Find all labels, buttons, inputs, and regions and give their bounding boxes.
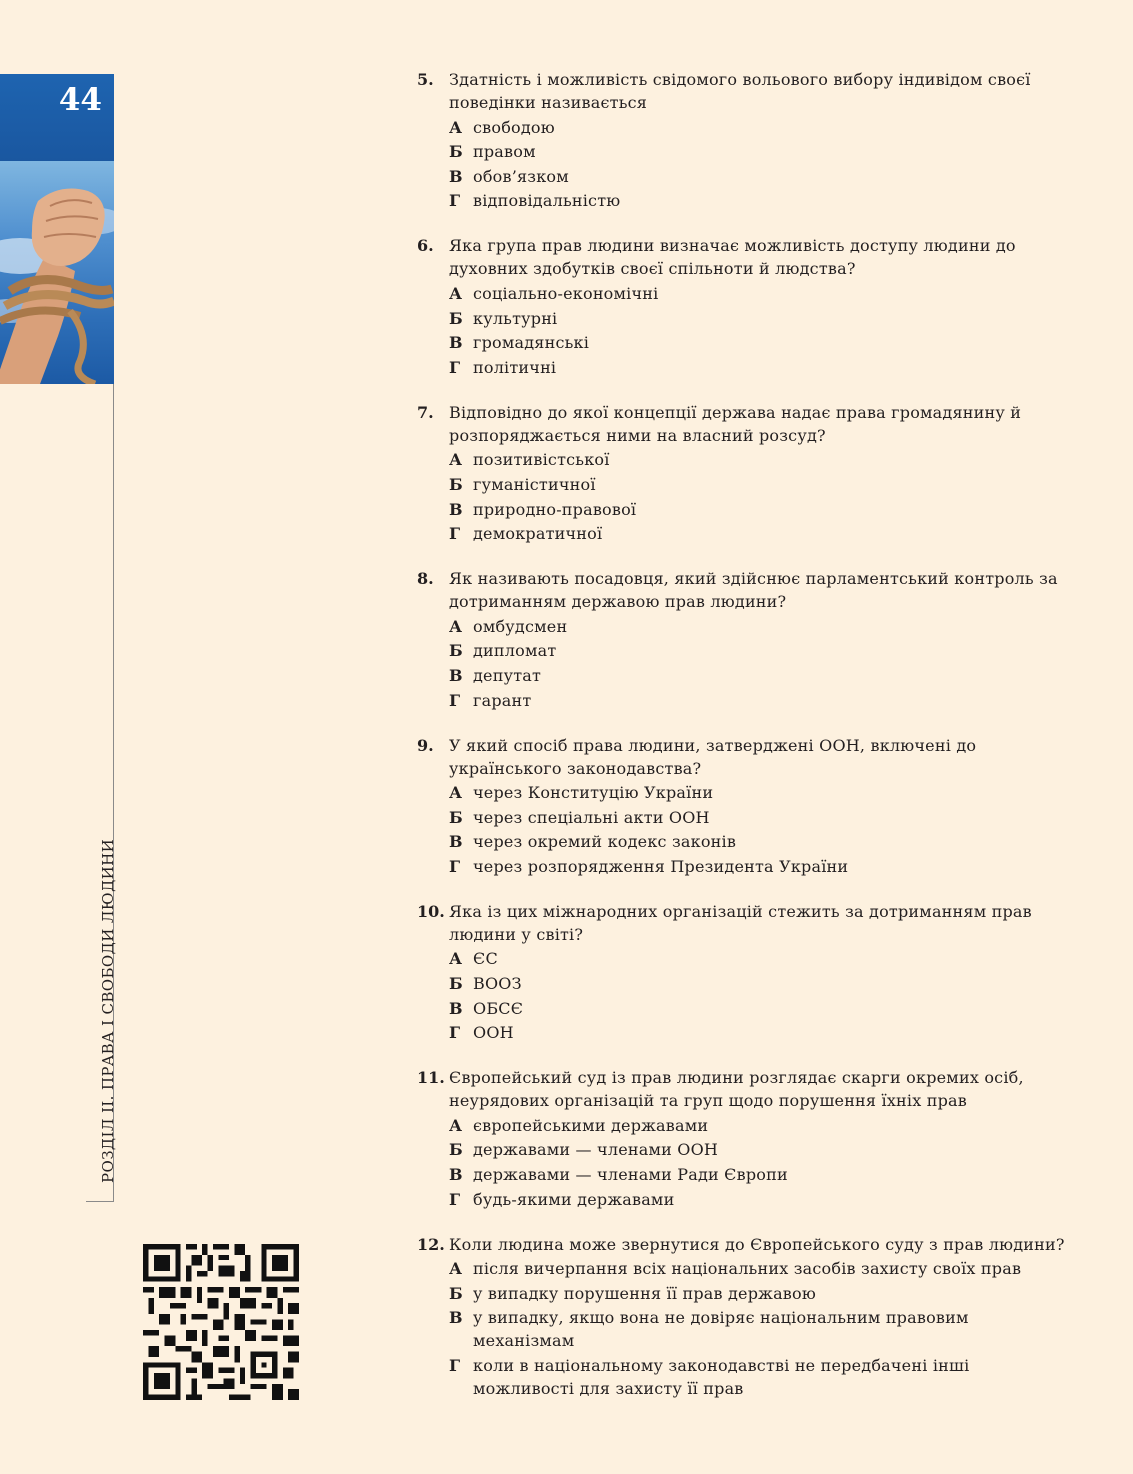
answer-option [449, 116, 1067, 139]
question [417, 1233, 1067, 1400]
answer-option [449, 307, 1067, 330]
margin-rule-foot [86, 1201, 114, 1202]
question-header [417, 234, 1067, 280]
answer-text: громадянські [473, 333, 590, 353]
answer-text: культурні [473, 308, 558, 328]
answer-letter: А [449, 616, 463, 636]
answer-text: гуманістичної [473, 474, 596, 494]
answer-option [449, 972, 1067, 995]
question-number: 10. [417, 901, 445, 921]
answer-letter: А [449, 1115, 463, 1135]
answer-option [449, 1114, 1067, 1137]
answer-letter: Г [449, 524, 461, 544]
answer-text: у випадку, якщо вона не довіряє національним правовим механізмам [473, 1308, 969, 1351]
answer-text: через спеціальні акти ООН [473, 807, 710, 827]
answer-text: правом [473, 142, 536, 162]
chapter-title: РОЗДІЛ ІІ. ПРАВА І СВОБОДИ ЛЮДИНИ [99, 838, 117, 1183]
answer-letter: Б [449, 474, 463, 494]
answer-text: ВООЗ [473, 974, 522, 994]
answer-text: ЄС [473, 949, 498, 969]
question [417, 900, 1067, 1044]
question-text: Відповідно до якої концепції держава надає права громадянину й розпоряджається ними на власний розсуд? [449, 402, 1022, 445]
answer-text: природно-правової [473, 499, 637, 519]
question-header [417, 567, 1067, 613]
answer-text: демократичної [473, 524, 603, 544]
answer-option [449, 1306, 1067, 1352]
answer-text: соціально-економічні [473, 283, 659, 303]
question-text: У який спосіб права людини, затверджені ООН, включені до українського законодавства? [449, 735, 977, 778]
question-number: 8. [417, 569, 434, 589]
answer-letter: Г [449, 1356, 461, 1375]
answer-option [449, 331, 1067, 354]
answer-letter: А [449, 783, 463, 803]
answer-text: через окремий кодекс законів [473, 832, 737, 852]
question [417, 401, 1067, 545]
page-number-block [0, 74, 114, 161]
answer-option [449, 473, 1067, 496]
answer-letter: В [449, 1308, 463, 1328]
answer-letter: В [449, 665, 463, 685]
answer-text: ООН [473, 1023, 514, 1043]
answer-text: ОБСЄ [473, 998, 524, 1018]
answer-option [449, 639, 1067, 662]
question-header [417, 1233, 1067, 1256]
answer-text: свободою [473, 117, 555, 137]
answer-letter: А [449, 450, 463, 470]
answer-letter: В [449, 1165, 463, 1185]
answer-option [449, 615, 1067, 638]
answer-letter: Г [449, 856, 461, 876]
question-text: Як називають посадовця, який здійснює парламентський контроль за дотриманням державою прав людини? [449, 569, 1058, 612]
answer-option [449, 1163, 1067, 1186]
question-text: Коли людина може звернутися до Європейського суду з прав людини? [449, 1234, 1065, 1254]
question-header [417, 1066, 1067, 1112]
answer-text: через розпорядження Президента України [473, 856, 849, 876]
answer-option [449, 1257, 1067, 1280]
answer-option [449, 781, 1067, 804]
answer-letter: В [449, 832, 463, 852]
answer-text: позитивістської [473, 450, 610, 470]
answer-letter: Б [449, 1140, 463, 1160]
answer-option [449, 498, 1067, 521]
question [417, 68, 1067, 212]
qr-code[interactable] [143, 1244, 299, 1400]
answer-text: європейськими державами [473, 1115, 709, 1135]
question-text: Європейський суд із прав людини розглядає скарги окремих осіб, неурядових організацій та груп щодо порушення їхніх прав [449, 1068, 1024, 1111]
question-header [417, 900, 1067, 946]
answer-text: відповідальністю [473, 191, 621, 211]
answer-text: у випадку порушення її прав державою [473, 1283, 816, 1303]
answer-letter: Г [449, 1023, 461, 1043]
answer-letter: Г [449, 191, 461, 211]
question-number: 12. [417, 1234, 445, 1254]
test-questions [417, 68, 1067, 1422]
answer-option [449, 165, 1067, 188]
answer-letter: Г [449, 690, 461, 710]
question-number: 6. [417, 236, 434, 256]
question-number: 7. [417, 402, 434, 422]
answer-text: депутат [473, 665, 542, 685]
answer-letter: А [449, 283, 463, 303]
answer-option [449, 664, 1067, 687]
question-header [417, 401, 1067, 447]
answer-letter: В [449, 333, 463, 353]
question [417, 1066, 1067, 1210]
answer-option [449, 1021, 1067, 1044]
question [417, 567, 1067, 711]
raised-fist-rope-photo [0, 161, 114, 384]
answer-letter: А [449, 117, 463, 137]
answer-option [449, 522, 1067, 545]
answer-option [449, 448, 1067, 471]
answer-text: будь-якими державами [473, 1189, 675, 1209]
answer-letter: Б [449, 807, 463, 827]
question-text: Яка із цих міжнародних організацій стежить за дотриманням прав людини у світі? [449, 901, 1032, 944]
answer-text: омбудсмен [473, 616, 568, 636]
question-header [417, 734, 1067, 780]
answer-letter: А [449, 1259, 463, 1279]
page-number: 44 [58, 82, 102, 118]
answer-option [449, 1138, 1067, 1161]
answer-option [449, 689, 1067, 712]
answer-option [449, 1354, 1067, 1400]
answer-option [449, 356, 1067, 379]
answer-text: державами — членами ООН [473, 1140, 719, 1160]
question-text: Яка група прав людини визначає можливість доступу людини до духовних здобутків своєї спільноти й людства? [449, 236, 1016, 279]
answer-letter: Б [449, 641, 463, 661]
question [417, 734, 1067, 878]
question-header [417, 68, 1067, 114]
answer-option [449, 830, 1067, 853]
answer-option [449, 140, 1067, 163]
answer-letter: Б [449, 308, 463, 328]
question [417, 234, 1067, 378]
answer-option [449, 1282, 1067, 1305]
answer-option [449, 189, 1067, 212]
answer-letter: Б [449, 142, 463, 162]
answer-option [449, 997, 1067, 1020]
answer-letter: Г [449, 1189, 461, 1209]
answer-text: дипломат [473, 641, 557, 661]
answer-option [449, 947, 1067, 970]
question-number: 11. [417, 1068, 445, 1088]
answer-text: після вичерпання всіх національних засобів захисту своїх прав [473, 1259, 1022, 1279]
answer-option [449, 1188, 1067, 1211]
question-number: 9. [417, 735, 434, 755]
question-number: 5. [417, 70, 434, 89]
answer-letter: Г [449, 357, 461, 377]
answer-letter: В [449, 499, 463, 519]
answer-text: гарант [473, 690, 532, 710]
question-text: Здатність і можливість свідомого вольового вибору індивідом своєї поведінки називається [449, 70, 1031, 112]
answer-text: державами — членами Ради Європи [473, 1165, 788, 1185]
answer-letter: Б [449, 974, 463, 994]
answer-option [449, 806, 1067, 829]
answer-text: політичні [473, 357, 557, 377]
answer-letter: А [449, 949, 463, 969]
answer-letter: В [449, 166, 463, 186]
answer-letter: Б [449, 1283, 463, 1303]
answer-text: через Конституцію України [473, 783, 714, 803]
answer-letter: В [449, 998, 463, 1018]
answer-option [449, 855, 1067, 878]
answer-text: коли в національному законодавстві не передбачені інші можливості для захисту її прав [473, 1356, 970, 1398]
answer-option [449, 282, 1067, 305]
answer-text: обов’язком [473, 166, 569, 186]
